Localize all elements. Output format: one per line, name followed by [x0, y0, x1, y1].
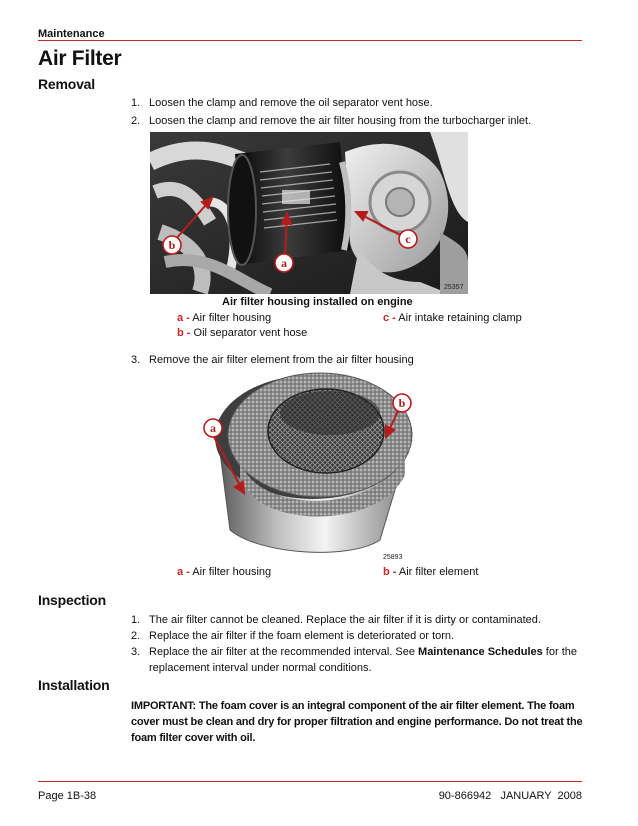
- page-title: Air Filter: [38, 47, 122, 70]
- callout-a: [275, 254, 293, 272]
- figure1-image-number: 25357: [444, 284, 464, 291]
- legend-b-vent-hose: b - Oil separator vent hose: [177, 327, 308, 339]
- legend-a-housing: a - Air filter housing: [177, 312, 272, 324]
- legend-c-clamp: c - Air intake retaining clamp: [383, 312, 522, 324]
- callout-b: [163, 236, 181, 254]
- header-rule: [38, 40, 582, 41]
- maintenance-schedules-reference: Maintenance Schedules: [418, 646, 543, 658]
- removal-heading: Removal: [38, 76, 95, 92]
- filter-element-illustration: [200, 365, 430, 557]
- svg-text:a: a: [281, 256, 287, 270]
- inspection-step-2: 2. Replace the air filter if the foam element is deteriorated or torn.: [131, 630, 455, 642]
- important-notice: IMPORTANT: The foam cover is an integral component of the air filter element. The foam cover must be clean and dry for proper filtration and engine performance. Do not treat the foam filter cover with oil.: [131, 700, 583, 744]
- figure1-caption: Air filter housing installed on engine: [222, 296, 413, 308]
- svg-text:a: a: [210, 421, 216, 435]
- figure2-image-number: 25893: [383, 554, 403, 561]
- removal-step-3: 3. Remove the air filter element from the air filter housing: [131, 354, 414, 366]
- callout-c: [399, 230, 417, 248]
- removal-step-2: 2. Loosen the clamp and remove the air filter housing from the turbocharger inlet.: [131, 115, 532, 127]
- engine-photo: [150, 132, 468, 294]
- removal-step-1: 1. Loosen the clamp and remove the oil separator vent hose.: [131, 97, 433, 109]
- inspection-step-1: 1. The air filter cannot be cleaned. Replace the air filter if it is dirty or contaminated.: [131, 614, 541, 626]
- document-number: 90-866942 JANUARY 2008: [438, 790, 582, 802]
- callout-b: [393, 394, 411, 412]
- inspection-heading: Inspection: [38, 592, 107, 608]
- legend-b-element: b - Air filter element: [383, 566, 479, 578]
- installation-heading: Installation: [38, 677, 110, 693]
- legend-a-housing-2: a - Air filter housing: [177, 566, 272, 578]
- svg-text:c: c: [405, 232, 411, 246]
- footer-rule: [38, 781, 582, 782]
- svg-text:b: b: [168, 238, 176, 252]
- callout-a: [204, 419, 222, 437]
- svg-text:b: b: [398, 396, 406, 410]
- inspection-step-3: 3. Replace the air filter at the recommended interval. See Maintenance Schedules for the replacement interval under normal conditions.: [131, 646, 577, 674]
- running-header: Maintenance: [38, 28, 105, 40]
- page-number: Page 1B-38: [38, 790, 97, 802]
